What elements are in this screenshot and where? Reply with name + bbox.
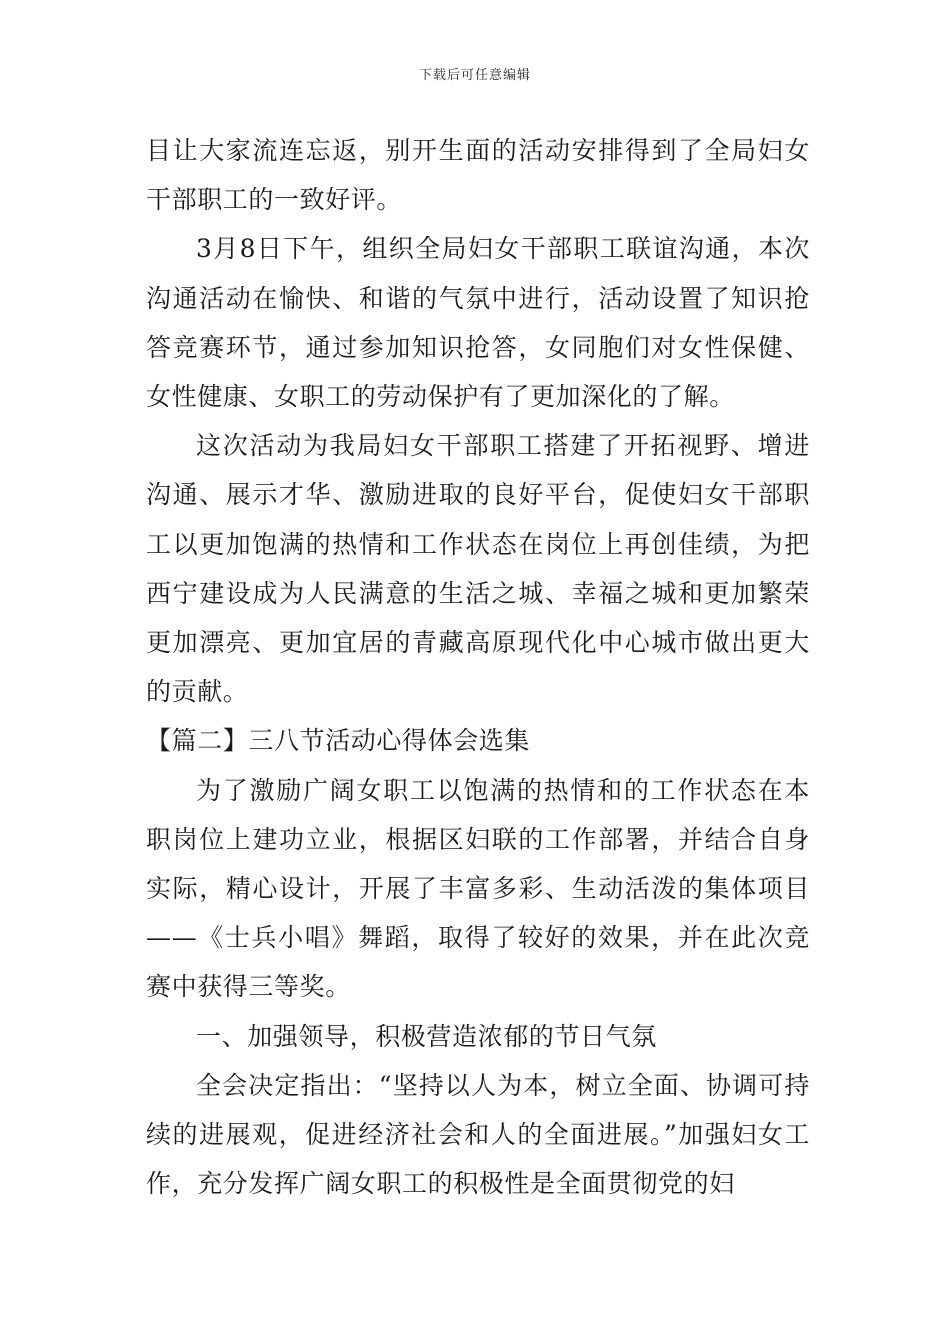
subheading-strengthen-leadership: 一、加强领导，积极营造浓郁的节日气氛 (196, 1021, 657, 1051)
section-heading: 【篇二】三八节活动心得体会选集 (146, 726, 531, 756)
paragraph-march-8-event: 3月8日下午，组织全局妇女干部职工联谊沟通，本次沟通活动在愉快、和谐的气氛中进行，活动设置了知识抢答竞赛环节，通过参加知识抢答，女同胞们对女性保健、女性健康、女职工的劳动保护有了更加深化的了解。 (146, 234, 810, 412)
paragraph-intro: 为了激励广阔女职工以饱满的热情和的工作状态在本职岗位上建功立业，根据区妇联的工作部署，并结合自身实际，精心设计，开展了丰富多彩、生动活泼的集体项目——《士兵小唱》舞蹈，取得了较好的效果，并在此次竞赛中获得三等奖。 (146, 775, 810, 1002)
page-header: 下载后可任意编辑 (418, 68, 531, 83)
document-body (146, 126, 810, 1208)
paragraph-continuation: 目让大家流连忘返，别开生面的活动安排得到了全局妇女干部职工的一致好评。 (146, 136, 810, 215)
paragraph-plenary-decision: 全会决定指出：“坚持以人为本，树立全面、协调可持续的进展观，促进经济社会和人的全面进展。”加强妇女工作，充分发挥广阔女职工的积极性是全面贯彻党的妇 (146, 1070, 810, 1199)
paragraph-activity-summary: 这次活动为我局妇女干部职工搭建了开拓视野、增进沟通、展示才华、激励进取的良好平台，促使妇女干部职工以更加饱满的热情和工作状态在岗位上再创佳绩，为把西宁建设成为人民满意的生活之城、幸福之城和更加繁荣更加漂亮、更加宜居的青藏高原现代化中心城市做出更大的贡献。 (146, 431, 810, 707)
